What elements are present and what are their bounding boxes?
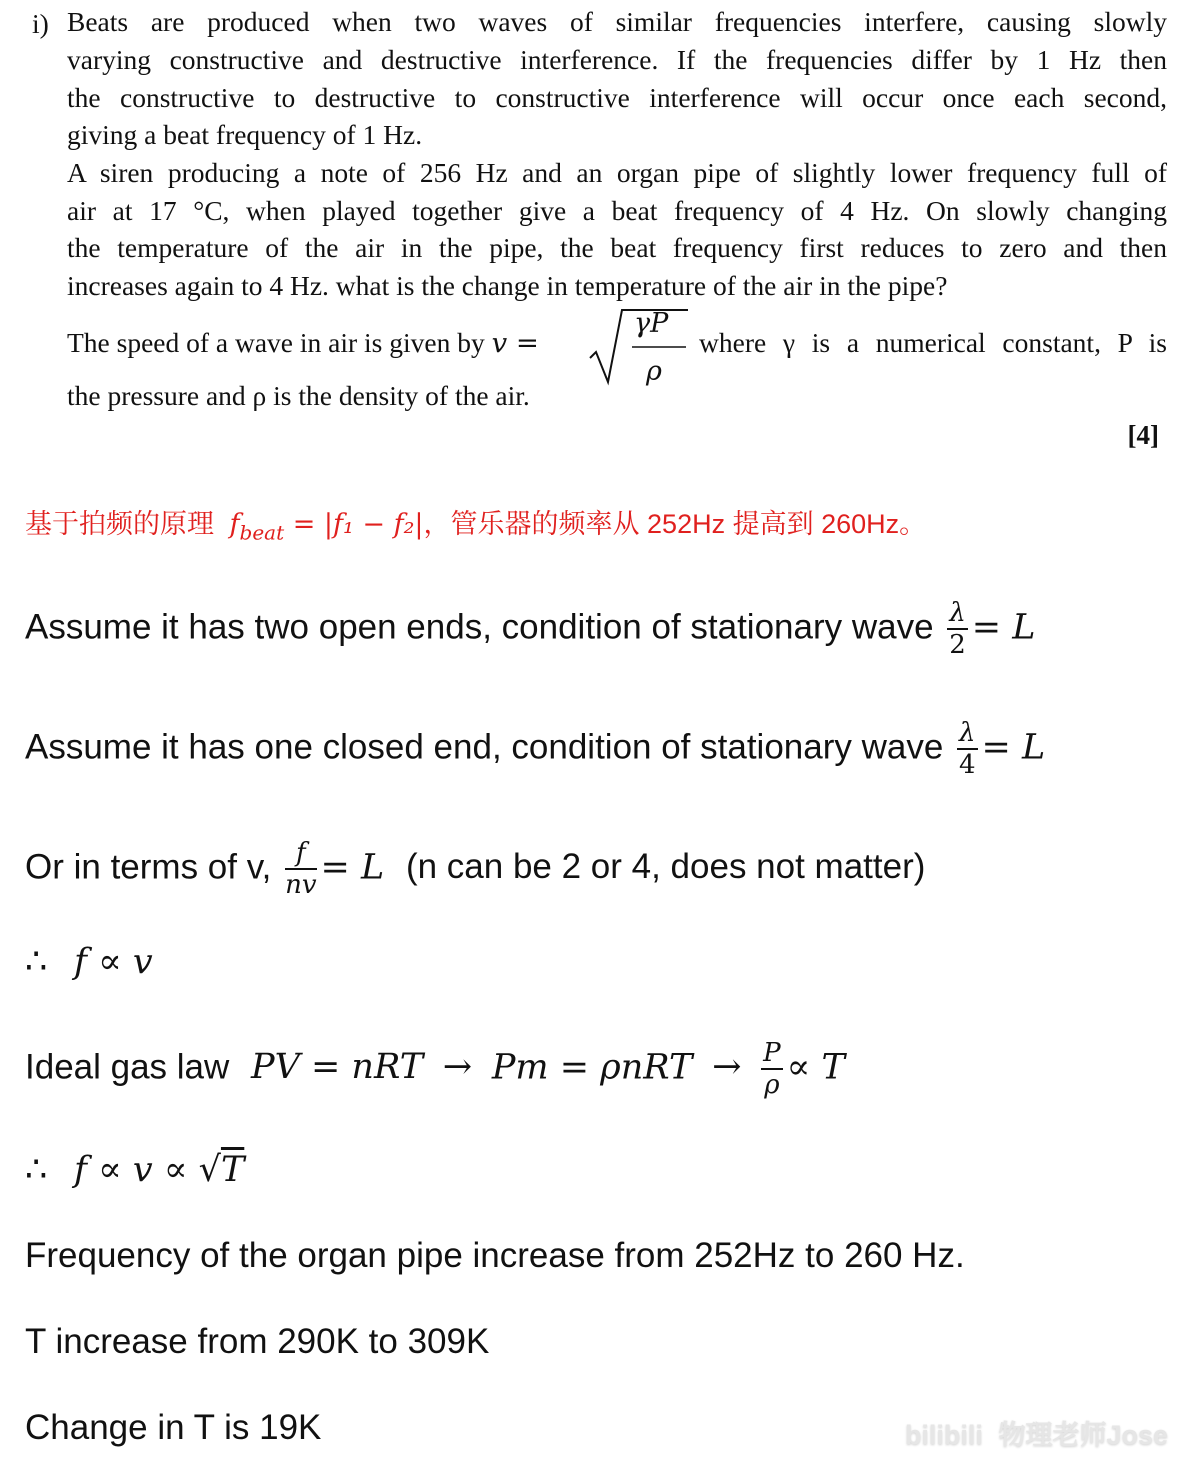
beat-principle-note: 基于拍频的原理 $f_{beat} = |f_1 - f_2|$，管乐器的频率从 252Hz 提高到 260Hz。	[25, 509, 927, 545]
question-line-7: the temperature of the air in the pipe, the beat frequency first reduces to zero and then	[67, 232, 1167, 263]
closed-end-line: Assume it has one closed end, condition of stationary wave $\frac{\lambda}{4}$ = L	[25, 718, 1046, 780]
f-over-nv-fraction: $\frac{f}{nv}$	[285, 838, 317, 900]
temperature-change-line: T increase from 290K to 309K	[25, 1322, 490, 1361]
sqrt-numerator: γP	[634, 308, 669, 339]
ideal-gas-line: Ideal gas law PV = nRT → Pm = ρnRT → $\frac{P}{\rho}$ ∝ T	[25, 1038, 845, 1100]
speed-formula-suffix: where γ is a numerical constant, P is	[699, 327, 1167, 358]
lambda-over-4-fraction: $\frac{\lambda}{4}$	[959, 718, 976, 780]
sqrt-denominator: ρ	[646, 356, 662, 387]
question-line-1: Beats are produced when two waves of similar frequencies interfere, causing slowly	[67, 6, 1167, 37]
question-line-8: increases again to 4 Hz. what is the change in temperature of the air in the pipe?	[67, 270, 948, 301]
p-over-rho-fraction: $\frac{P}{\rho}$	[763, 1038, 781, 1100]
lambda-over-2-fraction: $\frac{\lambda}{2}$	[949, 598, 966, 660]
question-number: i)	[32, 8, 49, 39]
marks-label: [4]	[1127, 420, 1159, 450]
sqrt-formula	[588, 306, 690, 386]
open-ends-line: Assume it has two open ends, condition of stationary wave $\frac{\lambda}{2}$ = L	[25, 598, 1036, 660]
speed-variable: v =	[491, 327, 539, 359]
frequency-change-line: Frequency of the organ pipe increase from 252Hz to 260 Hz.	[25, 1236, 965, 1275]
question-last-line: the pressure and ρ is the density of the air.	[67, 380, 530, 411]
question-line-5: A siren producing a note of 256 Hz and an organ pipe of slightly lower frequency full of	[67, 157, 1167, 188]
question-line-3: the constructive to destructive to constructive interference will occur once each second,	[67, 82, 1167, 113]
watermark-author: 物理老师Jose	[998, 1420, 1168, 1450]
watermark	[905, 1413, 1168, 1452]
therefore-f-prop-v: ∴ f ∝ v	[25, 942, 153, 982]
question-line-2: varying constructive and destructive interference. If the frequencies differ by 1 Hz then	[67, 44, 1167, 75]
therefore-f-prop-sqrt-t: ∴ f ∝ v ∝ √T	[25, 1150, 245, 1190]
question-line-4: giving a beat frequency of 1 Hz.	[67, 119, 423, 150]
question-line-6: air at 17 °C, when played together give a beat frequency of 4 Hz. On slowly changing	[67, 195, 1167, 226]
change-in-t-line: Change in T is 19K	[25, 1408, 322, 1447]
bilibili-logo-icon: bilibili	[904, 1420, 983, 1450]
terms-of-v-line: Or in terms of v, $\frac{f}{nv}$ = L (n can be 2 or 4, does not matter)	[25, 838, 926, 900]
beat-formula: $f_{beat} = |f_1 - f_2|$	[229, 509, 424, 545]
speed-formula-prefix: The speed of a wave in air is given by v =	[67, 327, 539, 359]
